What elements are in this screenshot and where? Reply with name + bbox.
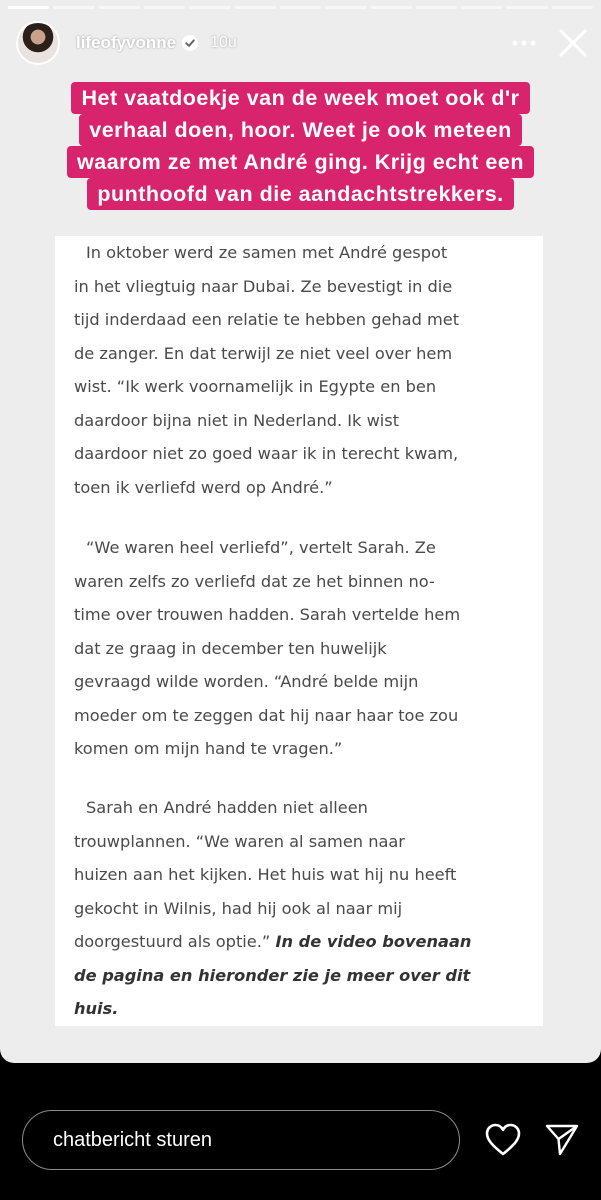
article-line: toen ik verliefd werd op André.” bbox=[74, 477, 333, 497]
progress-segment bbox=[325, 6, 366, 9]
article-paragraph-1 bbox=[55, 236, 543, 504]
article-line: time over trouwen hadden. Sarah vertelde hem bbox=[74, 605, 461, 624]
caption-line: punthoofd van die aandachtstrekkers. bbox=[87, 178, 513, 210]
avatar[interactable] bbox=[16, 21, 60, 65]
article-emphasis: huis. bbox=[74, 999, 119, 1018]
caption-line: waarom ze met André ging. Krijg echt een bbox=[67, 146, 534, 178]
article-line: In oktober werd ze samen met André gespot bbox=[86, 243, 448, 262]
article-line: tijd inderdaad een relatie te hebben gehad met bbox=[74, 310, 460, 329]
article-line: daardoor niet zo goed waar ik in terecht kwam, bbox=[74, 444, 459, 463]
username[interactable]: lifeofyvonne bbox=[76, 33, 177, 52]
close-icon[interactable] bbox=[557, 27, 589, 59]
progress-segment bbox=[99, 6, 140, 9]
story-progress-bar bbox=[8, 6, 593, 9]
article-line: waren zelfs zo verliefd dat ze het binnen no- bbox=[74, 571, 435, 591]
progress-segment bbox=[416, 6, 457, 9]
story-reply-bar bbox=[0, 1063, 601, 1200]
article-line: komen om mijn hand te vragen.” bbox=[74, 739, 343, 758]
article-line: Sarah en André hadden niet alleen bbox=[86, 798, 368, 817]
chat-placeholder: chatbericht sturen bbox=[53, 1128, 212, 1151]
article-line: gevraagd wilde worden. “André belde mijn bbox=[74, 672, 419, 691]
progress-segment bbox=[506, 6, 547, 9]
article-line: “We waren heel verliefd”, vertelt Sarah. Ze bbox=[86, 538, 436, 557]
article-screenshot bbox=[55, 236, 543, 1026]
heart-icon[interactable] bbox=[485, 1123, 521, 1157]
progress-segment bbox=[235, 6, 276, 9]
article-line: de zanger. En dat terwijl ze niet veel over hem bbox=[74, 343, 453, 363]
more-horizontal-icon[interactable] bbox=[511, 30, 537, 56]
story-header bbox=[16, 20, 589, 66]
progress-segment bbox=[189, 6, 230, 9]
article-emphasis: In de video bovenaan bbox=[275, 932, 472, 951]
article-emphasis: de pagina en hieronder zie je meer over dit bbox=[74, 965, 471, 985]
progress-segment bbox=[371, 6, 412, 9]
article-line: wist. “Ik werk voornamelijk in Egypte en ben bbox=[74, 377, 437, 396]
progress-segment bbox=[552, 6, 593, 9]
article-line: trouwplannen. “We waren al samen naar bbox=[74, 831, 405, 851]
article-paragraph-3 bbox=[55, 791, 543, 1026]
progress-segment bbox=[280, 6, 321, 9]
send-icon[interactable] bbox=[545, 1123, 579, 1157]
article-line: daardoor bijna niet in Nederland. Ik wist bbox=[74, 410, 400, 430]
caption-line: Het vaatdoekje van de week moet ook d'r bbox=[71, 82, 529, 114]
verified-badge-icon bbox=[182, 35, 198, 51]
progress-segment bbox=[8, 6, 49, 9]
article-line: in het vliegtuig naar Dubai. Ze bevestigt in die bbox=[74, 276, 453, 296]
progress-segment bbox=[144, 6, 185, 9]
article-line: gekocht in Wilnis, had hij ook al naar mij bbox=[74, 898, 403, 918]
article-line bbox=[74, 925, 533, 959]
article-line: moeder om te zeggen dat hij naar haar toe zou bbox=[74, 705, 459, 725]
article-paragraph-2 bbox=[55, 531, 543, 766]
caption-line: verhaal doen, hoor. Weet je ook meteen bbox=[79, 114, 521, 146]
progress-segment bbox=[53, 6, 94, 9]
chat-message-input[interactable] bbox=[22, 1110, 460, 1170]
article-line: dat ze graag in december ten huwelijk bbox=[74, 638, 387, 658]
post-time: 10u bbox=[210, 34, 237, 51]
progress-segment bbox=[461, 6, 502, 9]
story-caption bbox=[30, 82, 571, 210]
article-text: doorgestuurd als optie.” bbox=[74, 932, 271, 951]
article-line: huizen aan het kijken. Het huis wat hij nu heeft bbox=[74, 865, 457, 884]
